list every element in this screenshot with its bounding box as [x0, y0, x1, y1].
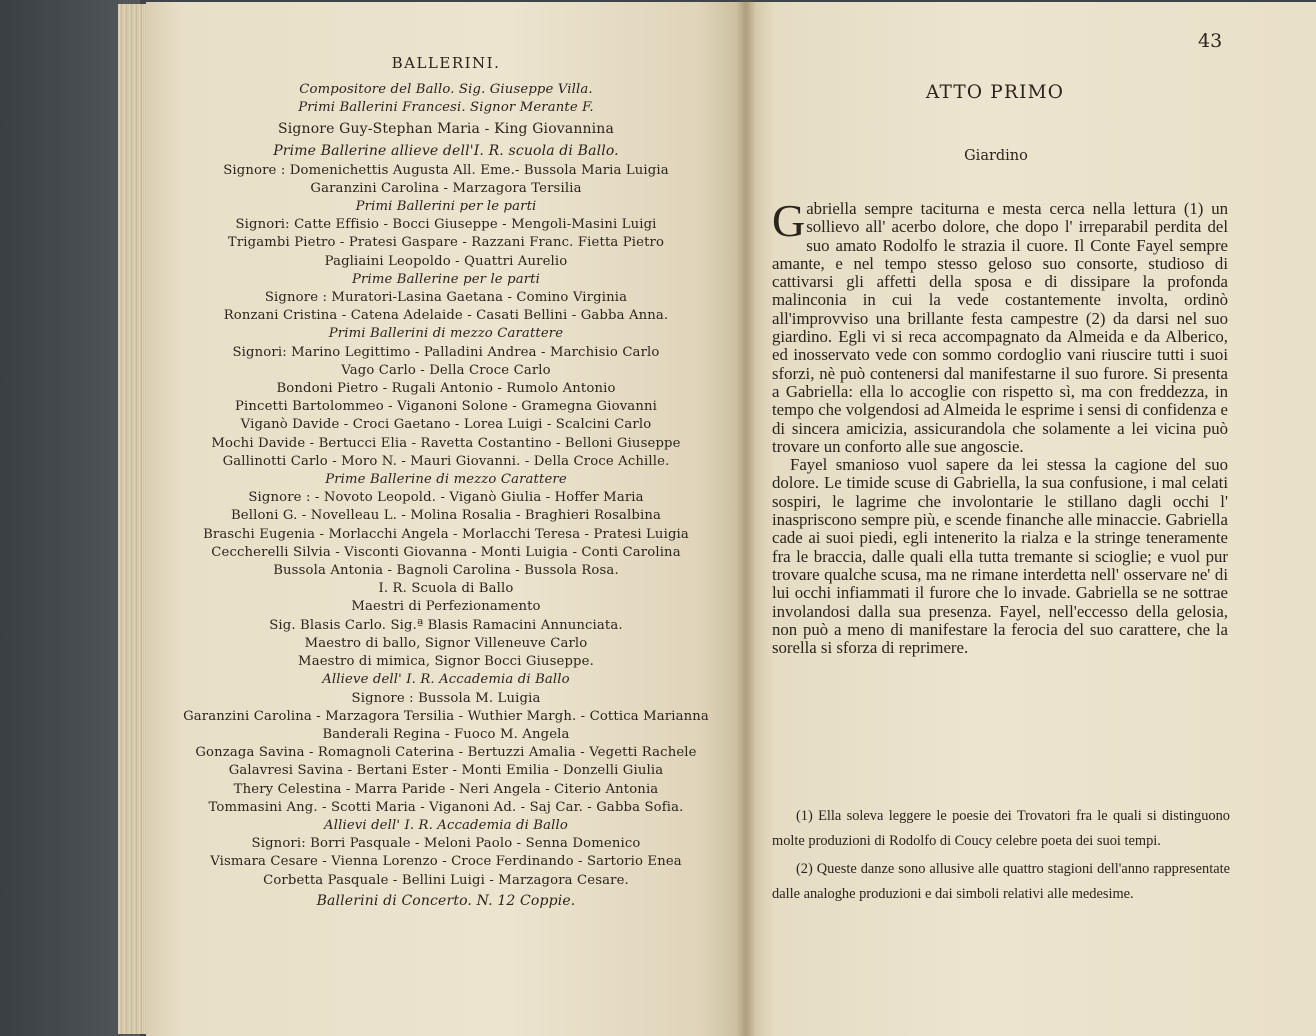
cast-line: Trigambi Pietro - Pratesi Gaspare - Razzani Franc. Fietta Pietro	[227, 235, 665, 251]
cast-line: Vismara Cesare - Vienna Lorenzo - Croce Ferdinando - Sartorio Enea	[210, 854, 682, 870]
page-stack-edge	[118, 4, 148, 1034]
cast-line: Primi Ballerini Francesi. Signor Merante F.	[298, 100, 594, 116]
cast-line: Belloni G. - Novelleau L. - Molina Rosalia - Braghieri Rosalbina	[230, 508, 662, 524]
paragraph-1-text: abriella sempre taciturna e mesta cerca nella lettura (1) un sollievo all' acerbo dolore, che dopo l' irreparabil perdita del suo amato Rodolfo le strazia il cuore. Il Conte Fayel sempre amante, e nel tempo stesso geloso suo consorte, studioso di cattivarsi gli affetti della sposa e di dissipare la profonda malinconia in cui la vede costantemente involta, ordinò all'improvviso una brillante festa campestre (2) da darsi nel suo giardino. Egli vi si reca accompagnato da Almeida e da Alberico, ed inosservato vede con sommo cordoglio vani riuscire tutti i suoi sforzi, nè può contenersi dal manifestarne il suo furore. Si presenta a Gabriella: ella lo accoglie con rispetto sì, ma con freddezza, in tempo che volgendosi ad Almeida le esprime i sensi di confidenza e di sincera amicizia, assicurandola che solamente a lei vicina può trovare un conforto alle sue angoscie.	[772, 199, 1228, 456]
cast-line: Thery Celestina - Marra Paride - Neri Angela - Citerio Antonia	[233, 781, 659, 797]
cast-line: Vago Carlo - Della Croce Carlo	[341, 362, 551, 378]
cast-line: Allieve dell' I. R. Accademia di Ballo	[322, 672, 570, 688]
right-page	[746, 2, 1316, 1036]
book-gutter	[736, 0, 756, 1036]
cast-list	[146, 54, 746, 912]
cast-line: Bondoni Pietro - Rugali Antonio - Rumolo Antonio	[276, 381, 616, 397]
cast-line: Maestro di ballo, Signor Villeneuve Carlo	[304, 635, 588, 651]
cast-line: Ceccherelli Silvia - Visconti Giovanna - Monti Luigia - Conti Carolina	[211, 544, 681, 560]
scene-title: Giardino	[964, 148, 1028, 164]
cast-line: Signore : Muratori-Lasina Gaetana - Comino Virginia	[264, 290, 628, 306]
cast-line: Sig. Blasis Carlo. Sig.ª Blasis Ramacini Annunciata.	[269, 617, 623, 633]
cast-line: Galavresi Savina - Bertani Ester - Monti Emilia - Donzelli Giulia	[228, 763, 664, 779]
cast-line: Signori: Borri Pasquale - Meloni Paolo - Senna Domenico	[251, 836, 641, 852]
cast-line: Gonzaga Savina - Romagnoli Caterina - Bertuzzi Amalia - Vegetti Rachele	[195, 745, 697, 761]
footnote-1: (1) Ella soleva leggere le poesie dei Trovatori fra le quali si distinguono molte produzioni di Rodolfo di Coucy celebre poeta dei suoi tempi.	[772, 808, 1230, 849]
cast-line: Gallinotti Carlo - Moro N. - Mauri Giovanni. - Della Croce Achille.	[222, 453, 670, 469]
cast-line: Primi Ballerini per le parti	[355, 199, 537, 215]
body-text	[772, 195, 1228, 658]
cast-line: Compositore del Ballo. Sig. Giuseppe Villa.	[299, 82, 593, 98]
cast-line: Banderali Regina - Fuoco M. Angela	[322, 726, 570, 742]
cast-line: Ronzani Cristina - Catena Adelaide - Casati Bellini - Gabba Anna.	[223, 308, 669, 324]
cast-line: Garanzini Carolina - Marzagora Tersilia	[310, 180, 582, 196]
cast-line: Signori: Marino Legittimo - Palladini Andrea - Marchisio Carlo	[232, 344, 660, 360]
cast-line: Signori: Catte Effisio - Bocci Giuseppe - Mengoli-Masini Luigi	[235, 217, 657, 233]
cast-line: Mochi Davide - Bertucci Elia - Ravetta Costantino - Belloni Giuseppe	[211, 435, 681, 451]
cast-line: Corbetta Pasquale - Bellini Luigi - Marzagora Cesare.	[263, 872, 629, 888]
act-title: ATTO PRIMO	[925, 82, 1065, 103]
cast-line: Viganò Davide - Croci Gaetano - Lorea Luigi - Scalcini Carlo	[240, 417, 652, 433]
cast-lines	[146, 81, 746, 912]
paragraph-1	[772, 195, 1228, 456]
footnote-2: (2) Queste danze sono allusive alle quattro stagioni dell'anno rappresentate dalle analoghe produzioni e dai simboli relativi alle medesime.	[772, 861, 1230, 902]
cast-line: Signore : - Novoto Leopold. - Viganò Giulia - Hoffer Maria	[248, 490, 644, 506]
cast-line: Signore : Domenichettis Augusta All. Eme.- Bussola Maria Luigia	[223, 162, 669, 178]
cast-line: Tommasini Ang. - Scotti Maria - Viganoni Ad. - Saj Car. - Gabba Sofia.	[208, 799, 684, 815]
cast-line: Ballerini di Concerto. N. 12 Coppie.	[316, 892, 576, 909]
cast-line: Primi Ballerini di mezzo Carattere	[328, 326, 564, 342]
cast-line: Braschi Eugenia - Morlacchi Angela - Morlacchi Teresa - Pratesi Luigia	[203, 526, 689, 542]
cast-line: Bussola Antonia - Bagnoli Carolina - Bussola Rosa.	[273, 563, 619, 579]
cast-line: Signore Guy-Stephan Maria - King Giovannina	[278, 120, 614, 137]
cast-line: Prime Ballerine di mezzo Carattere	[325, 472, 567, 488]
cast-line: Signore : Bussola M. Luigia	[351, 690, 541, 706]
drop-cap: G	[772, 195, 806, 246]
cast-line: Pagliaini Leopoldo - Quattri Aurelio	[324, 253, 568, 269]
cast-line: Maestri di Perfezionamento	[351, 599, 541, 615]
cast-line: Garanzini Carolina - Marzagora Tersilia - Wuthier Margh. - Cottica Marianna	[183, 708, 709, 724]
cast-line: I. R. Scuola di Ballo	[378, 581, 514, 597]
left-page	[146, 2, 746, 1036]
cast-line: Prime Ballerine per le parti	[352, 271, 540, 287]
cast-line: Pincetti Bartolommeo - Viganoni Solone - Gramegna Giovanni	[235, 399, 657, 415]
page-number: 43	[1198, 30, 1223, 52]
paragraph-2: Fayel smanioso vuol sapere da lei stessa la cagione del suo dolore. Le timide scuse di Gabriella, la sua confusione, i mal celati sospiri, le lagrime che involontarie le stillano dagli occhi l' inaspriscono sempre più, e scende finanche alle minaccie. Gabriella cade ai suoi piedi, egli intenerito la rialza e la stringe teneramente fra le braccia, dalle quali ella tutta tremante si scioglie; e vuol pur trovare qualche scusa, ma ne rimane interdetta nell' osservare ne' di lui occhi infiammati il furore che lo invade. Gabriella se ne sottrae involandosi dalla sua presenza. Fayel, nell'eccesso della gelosia, non può a meno di manifestare la ferocia del suo carattere, che la sorella si sforza di reprimere.	[772, 455, 1228, 658]
cast-line: Prime Ballerine allieve dell'I. R. scuola di Ballo.	[273, 142, 619, 159]
cast-line: Allievi dell' I. R. Accademia di Ballo	[324, 817, 568, 833]
cast-heading: BALLERINI.	[391, 54, 501, 72]
cast-line: Maestro di mimica, Signor Bocci Giuseppe.	[298, 654, 594, 670]
footnotes	[772, 804, 1230, 910]
